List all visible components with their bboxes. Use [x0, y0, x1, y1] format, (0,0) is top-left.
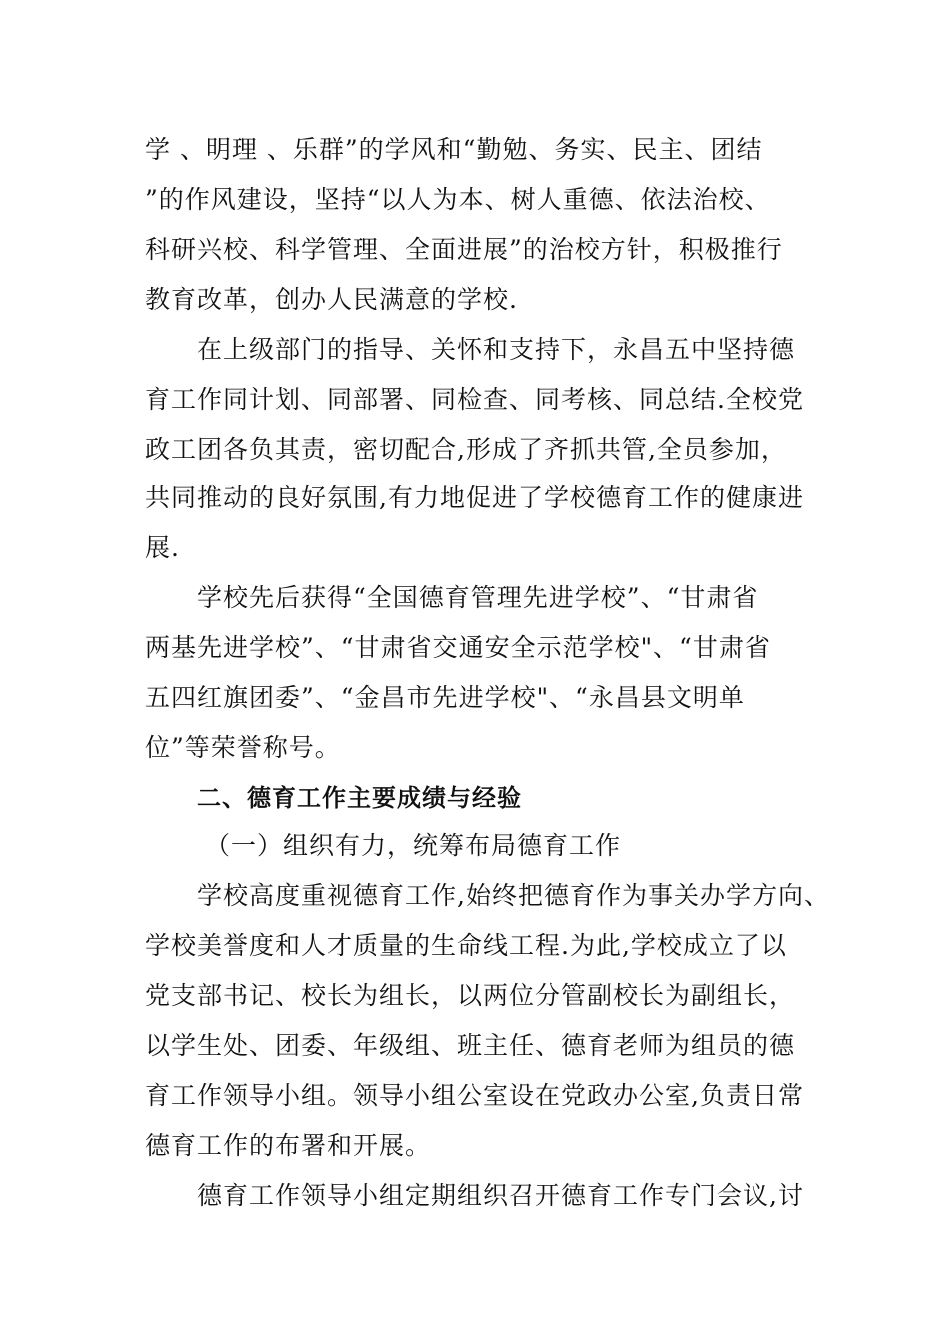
paragraph-3-line-3: 五四红旗团委”、“金昌市先进学校"、“永昌县文明单 — [145, 683, 745, 712]
paragraph-1-line-3: 科研兴校、科学管理、全面进展”的治校方针，积极推行 — [145, 235, 783, 264]
paragraph-4-line-3: 党支部书记、校长为组长，以两位分管副校长为副组长， — [145, 981, 796, 1010]
paragraph-2-line-1: 在上级部门的指导、关怀和支持下，永昌五中坚持德 — [197, 335, 796, 364]
section-heading: 二、德育工作主要成绩与经验 — [197, 784, 522, 812]
paragraph-2-line-2: 育工作同计划、同部署、同检查、同考核、同总结.全校党 — [145, 385, 804, 414]
paragraph-4-line-2: 学校美誉度和人才质量的生命线工程.为此,学校成立了以 — [145, 931, 787, 960]
paragraph-3-line-1: 学校先后获得“全国德育管理先进学校”、“甘肃省 — [197, 583, 759, 612]
paragraph-3-line-4: 位”等荣誉称号。 — [145, 733, 341, 762]
paragraph-2-line-5: 展. — [145, 533, 180, 562]
paragraph-4-line-1: 学校高度重视德育工作,始终把德育作为事关办学方向、 — [197, 881, 830, 910]
paragraph-3-line-2: 两基先进学校”、“甘肃省交通安全示范学校"、“甘肃省 — [145, 633, 771, 662]
paragraph-4-line-6: 德育工作的布署和开展。 — [145, 1131, 432, 1160]
paragraph-4-line-4: 以学生处、团委、年级组、班主任、德育老师为组员的德 — [145, 1031, 796, 1060]
paragraph-2-line-3: 政工团各负其责，密切配合,形成了齐抓共管,全员参加， — [145, 435, 787, 464]
paragraph-1-line-2: ”的作风建设，坚持“以人为本、树人重德、依法治校、 — [145, 185, 771, 214]
paragraph-5-line-1: 德育工作领导小组定期组织召开德育工作专门会议,讨 — [197, 1181, 804, 1210]
paragraph-2-line-4: 共同推动的良好氛围,有力地促进了学校德育工作的健康进 — [145, 483, 804, 512]
paragraph-1-line-4: 教育改革，创办人民满意的学校. — [145, 285, 518, 314]
paragraph-4-line-5: 育工作领导小组。领导小组公室设在党政办公室,负责日常 — [145, 1081, 804, 1110]
subsection-heading: （一）组织有力，统筹布局德育工作 — [205, 831, 622, 860]
paragraph-1-line-1: 学 、明理 、乐群”的学风和“勤勉、务实、民主、团结 — [145, 135, 763, 164]
